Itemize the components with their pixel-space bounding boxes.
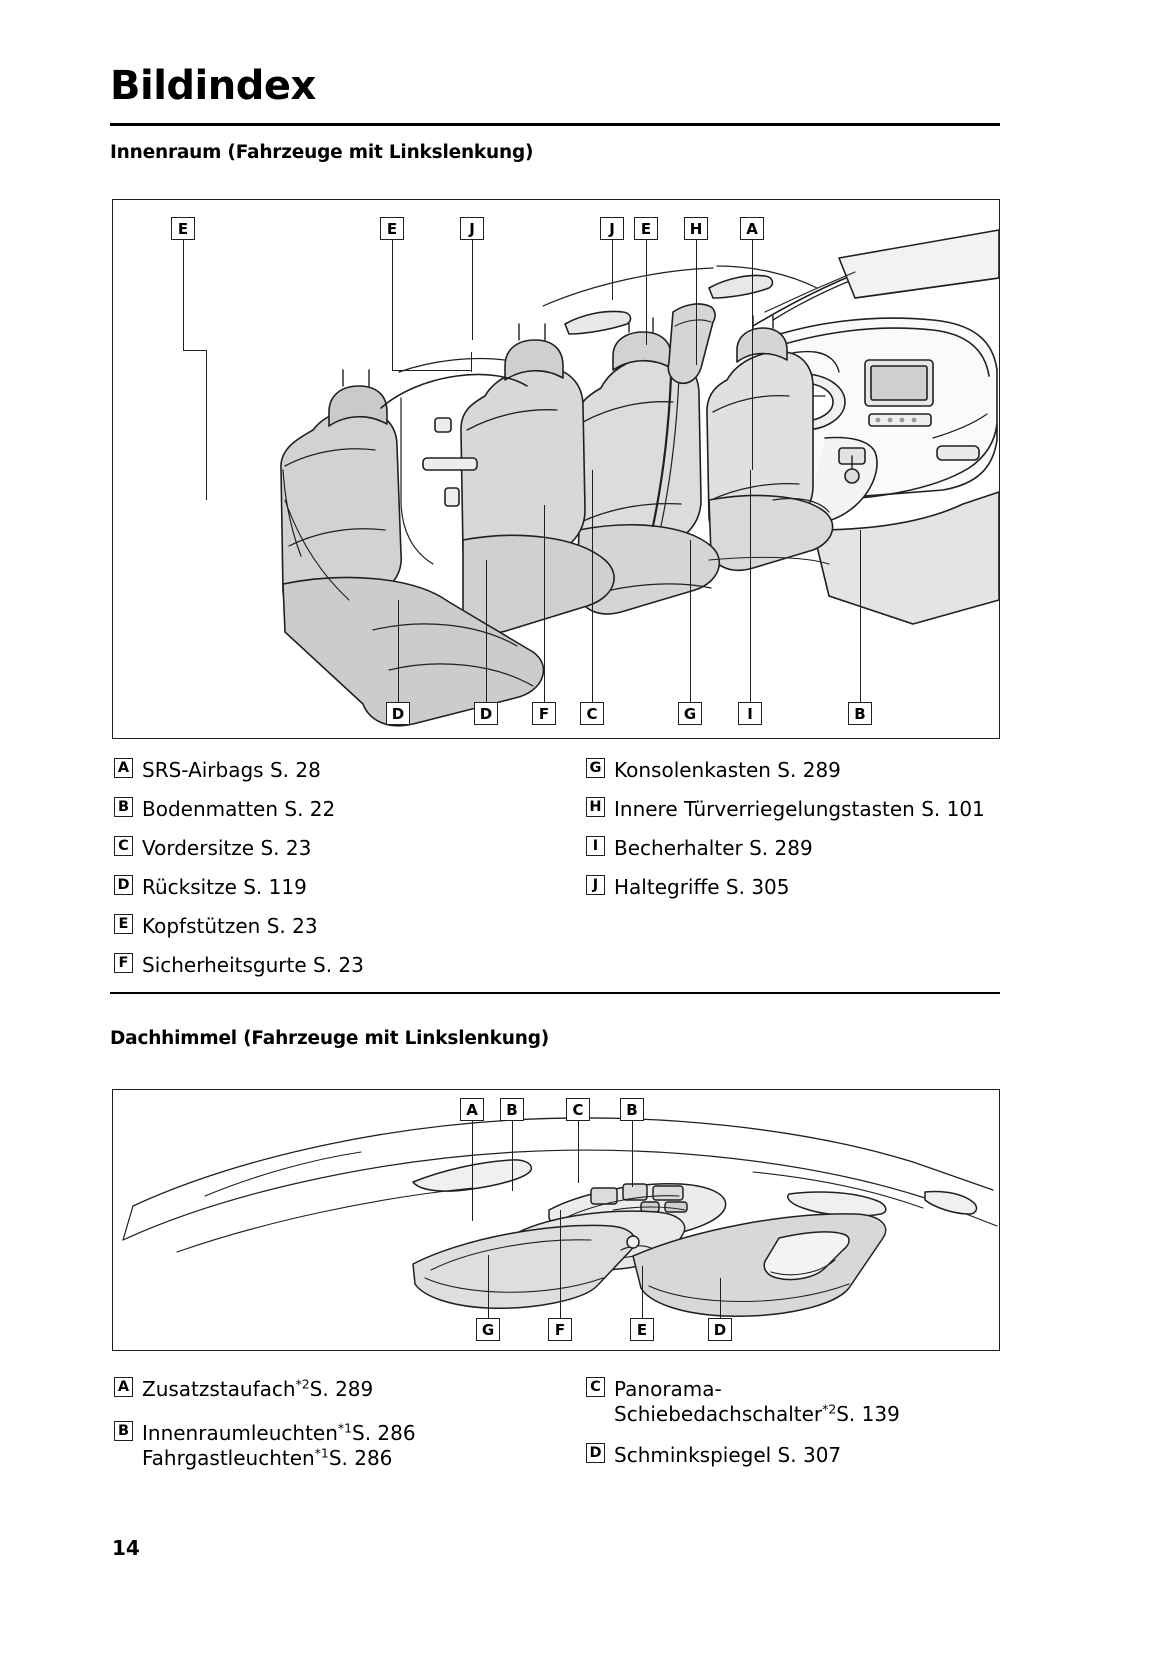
callout-headliner-top-1: A — [460, 1098, 484, 1121]
legend-label: Innenraumleuchten$^{*1}$S. 286 Fahrgastleuchten$^{*1}$S. 286 — [142, 1420, 416, 1470]
leader-line — [612, 240, 613, 300]
leader-line — [560, 1210, 561, 1318]
leader-line — [398, 600, 399, 702]
leader-line — [752, 240, 753, 470]
callout-interior-top-4: J — [600, 217, 624, 240]
section-heading-interior: Innenraum (Fahrzeuge mit Linkslenkung) — [110, 142, 534, 163]
leader-line — [183, 240, 184, 350]
callout-interior-bottom-3: F — [532, 702, 556, 725]
legend-item — [114, 758, 321, 783]
callout-interior-top-3: J — [460, 217, 484, 240]
legend-tag: H — [586, 797, 605, 817]
leader-line — [696, 240, 697, 365]
legend-label: Haltegriffe S. 305 — [614, 875, 790, 899]
callout-interior-bottom-5: G — [678, 702, 702, 725]
leader-line — [486, 560, 487, 702]
legend-item — [586, 1443, 841, 1468]
callout-headliner-bottom-1: G — [476, 1318, 500, 1341]
figure-headliner-diagram — [112, 1089, 1000, 1351]
leader-line — [690, 540, 691, 702]
callout-interior-top-2: E — [380, 217, 404, 240]
figure-interior-diagram — [112, 199, 1000, 739]
callout-interior-bottom-6: I — [738, 702, 762, 725]
leader-line — [642, 1266, 643, 1318]
leader-line — [578, 1121, 579, 1183]
callout-headliner-bottom-3: E — [630, 1318, 654, 1341]
legend-label: Konsolenkasten S. 289 — [614, 758, 841, 782]
callout-headliner-top-2: B — [500, 1098, 524, 1121]
legend-item — [114, 914, 318, 939]
legend-label: Vordersitze S. 23 — [142, 836, 312, 860]
legend-tag: D — [586, 1443, 605, 1463]
legend-tag: E — [114, 914, 133, 934]
callout-headliner-bottom-4: D — [708, 1318, 732, 1341]
leader-line — [471, 352, 472, 372]
legend-label: Zusatzstaufach$^{*2}$S. 289 — [142, 1376, 374, 1401]
legend-tag: A — [114, 1377, 133, 1397]
leader-line — [472, 1121, 473, 1221]
legend-item — [586, 1377, 900, 1427]
leader-line — [750, 470, 751, 702]
callout-interior-top-1: E — [171, 217, 195, 240]
legend-tag: J — [586, 875, 605, 895]
leader-line — [646, 240, 647, 345]
legend-label: Schminkspiegel S. 307 — [614, 1443, 842, 1467]
leader-line — [544, 505, 545, 702]
callout-interior-bottom-1: D — [386, 702, 410, 725]
legend-item — [114, 953, 364, 978]
legend-tag: F — [114, 953, 133, 973]
legend-item — [114, 1421, 416, 1471]
legend-tag: B — [114, 1421, 133, 1441]
title-divider — [110, 123, 1000, 126]
legend-tag: D — [114, 875, 133, 895]
leader-line — [632, 1121, 633, 1187]
legend-tag: I — [586, 836, 605, 856]
leader-line — [392, 370, 472, 371]
leader-line — [720, 1278, 721, 1318]
legend-tag: A — [114, 758, 133, 778]
callout-interior-top-5: E — [634, 217, 658, 240]
legend-label: Bodenmatten S. 22 — [142, 797, 336, 821]
leader-line — [592, 470, 593, 702]
legend-item — [586, 875, 790, 900]
headliner-illustration — [113, 1090, 1001, 1352]
leader-line — [472, 240, 473, 340]
callout-interior-bottom-4: C — [580, 702, 604, 725]
leader-line — [183, 350, 207, 351]
legend-item — [114, 797, 335, 822]
interior-illustration — [113, 200, 1001, 740]
legend-item — [114, 875, 307, 900]
legend-item — [586, 758, 841, 783]
callout-interior-top-7: A — [740, 217, 764, 240]
leader-line — [206, 350, 207, 500]
legend-item — [586, 836, 813, 861]
callout-interior-bottom-2: D — [474, 702, 498, 725]
legend-label: Panorama- Schiebedachschalter$^{*2}$S. 139 — [614, 1377, 900, 1426]
legend-label: Kopfstützen S. 23 — [142, 914, 318, 938]
legend-label: SRS-Airbags S. 28 — [142, 758, 321, 782]
legend-label: Becherhalter S. 289 — [614, 836, 813, 860]
page-title: Bildindex — [110, 62, 316, 109]
leader-line — [860, 530, 861, 702]
legend-label: Rücksitze S. 119 — [142, 875, 307, 899]
callout-headliner-bottom-2: F — [548, 1318, 572, 1341]
legend-tag: B — [114, 797, 133, 817]
callout-interior-top-6: H — [684, 217, 708, 240]
legend-tag: C — [114, 836, 133, 856]
legend-label: Innere Türverriegelungstasten S. 101 — [614, 797, 985, 821]
callout-interior-bottom-7: B — [848, 702, 872, 725]
callout-headliner-top-3: C — [566, 1098, 590, 1121]
leader-line — [512, 1121, 513, 1191]
legend-tag: C — [586, 1377, 605, 1397]
callout-headliner-top-4: B — [620, 1098, 644, 1121]
legend-label: Sicherheitsgurte S. 23 — [142, 953, 364, 977]
leader-line — [488, 1255, 489, 1318]
leader-line — [392, 240, 393, 370]
section-divider-1 — [110, 992, 1000, 994]
section-heading-headliner: Dachhimmel (Fahrzeuge mit Linkslenkung) — [110, 1028, 549, 1049]
legend-item — [114, 1377, 373, 1402]
legend-item — [586, 797, 985, 822]
legend-tag: G — [586, 758, 605, 778]
page-number: 14 — [112, 1536, 140, 1560]
legend-item — [114, 836, 311, 861]
